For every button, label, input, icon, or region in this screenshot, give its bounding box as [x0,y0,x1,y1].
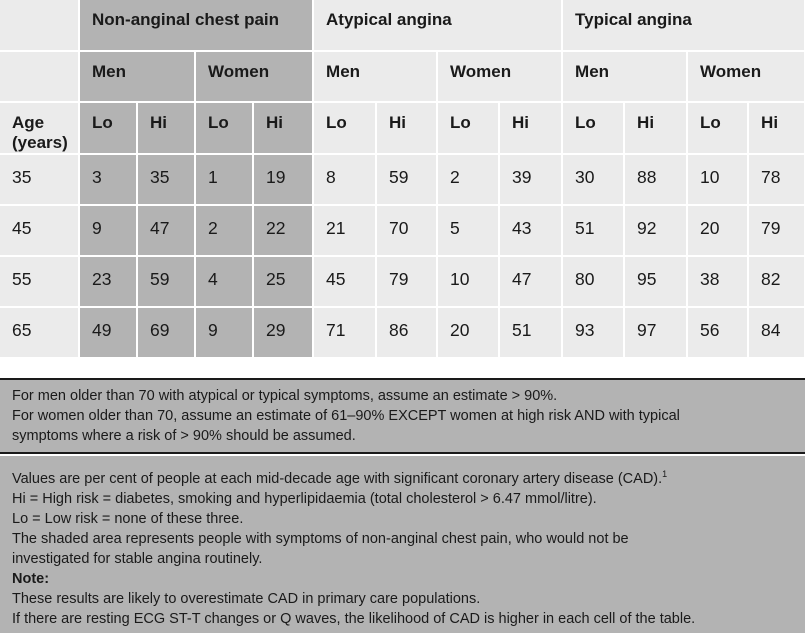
group-atypical: Atypical angina [313,0,562,51]
note-line [12,464,793,489]
value-cell: 51 [499,307,562,358]
value-cell: 5 [437,205,499,256]
value-cell: 20 [437,307,499,358]
value-cell: 4 [195,256,253,307]
age-cell: 65 [0,307,79,358]
risk-header: Hi [137,102,195,154]
note-line: For women older than 70, assume an estimate of 61–90% EXCEPT women at high risk AND with typical [12,408,680,424]
note-line: symptoms where a risk of > 90% should be assumed. [12,428,356,444]
age-cell: 35 [0,154,79,205]
value-cell: 69 [137,307,195,358]
value-cell: 23 [79,256,137,307]
value-cell: 86 [376,307,437,358]
value-cell: 47 [137,205,195,256]
table-row [0,256,805,307]
value-cell: 19 [253,154,313,205]
risk-header: Lo [195,102,253,154]
footnote-reference: 1 [662,469,668,479]
corner-cell [0,0,79,51]
risk-header: Hi [499,102,562,154]
value-cell: 9 [195,307,253,358]
note-line: investigated for stable angina routinely. [12,551,263,567]
corner-cell [0,51,79,102]
value-cell: 59 [137,256,195,307]
note-line: The shaded area represents people with symptoms of non-anginal chest pain, who would not be [12,531,629,547]
risk-header-row [0,102,805,154]
value-cell: 82 [748,256,805,307]
group-typical: Typical angina [562,0,805,51]
group-non-anginal: Non-anginal chest pain [79,0,313,51]
risk-header: Hi [253,102,313,154]
value-cell: 93 [562,307,624,358]
value-cell: 43 [499,205,562,256]
note-label: Note: [12,571,50,587]
value-cell: 56 [687,307,748,358]
value-cell: 79 [376,256,437,307]
value-cell: 10 [687,154,748,205]
value-cell: 9 [79,205,137,256]
risk-header: Lo [437,102,499,154]
age-cell: 45 [0,205,79,256]
value-cell: 79 [748,205,805,256]
risk-header: Lo [313,102,376,154]
value-cell: 95 [624,256,687,307]
value-cell: 35 [137,154,195,205]
note-line: Lo = Low risk = none of these three. [12,511,244,527]
sex-header: Men [313,51,437,102]
value-cell: 80 [562,256,624,307]
sex-header: Men [562,51,687,102]
value-cell: 2 [437,154,499,205]
value-cell: 38 [687,256,748,307]
value-cell: 2 [195,205,253,256]
value-cell: 49 [79,307,137,358]
risk-header: Hi [748,102,805,154]
note-line: Hi = High risk = diabetes, smoking and hyperlipidaemia (total cholesterol > 6.47 mmol/litre). [12,491,597,507]
age-cell: 55 [0,256,79,307]
value-cell: 51 [562,205,624,256]
value-cell: 88 [624,154,687,205]
value-cell: 21 [313,205,376,256]
table-row [0,307,805,358]
value-cell: 1 [195,154,253,205]
note-line: For men older than 70 with atypical or typical symptoms, assume an estimate > 90%. [12,388,558,404]
value-cell: 10 [437,256,499,307]
value-cell: 30 [562,154,624,205]
risk-header: Hi [624,102,687,154]
value-cell: 70 [376,205,437,256]
value-cell: 84 [748,307,805,358]
sex-header: Men [79,51,195,102]
elderly-estimate-notes [0,378,805,454]
value-cell: 97 [624,307,687,358]
sex-header: Women [195,51,313,102]
value-cell: 20 [687,205,748,256]
note-line: If there are resting ECG ST-T changes or Q waves, the likelihood of CAD is higher in each cell of the table. [12,611,696,627]
value-cell: 8 [313,154,376,205]
risk-header: Lo [79,102,137,154]
value-cell: 71 [313,307,376,358]
footnote-text: Values are per cent of people at each mid-decade age with significant coronary artery disease (CAD). [12,471,663,487]
value-cell: 47 [499,256,562,307]
value-cell: 22 [253,205,313,256]
value-cell: 92 [624,205,687,256]
value-cell: 78 [748,154,805,205]
value-cell: 45 [313,256,376,307]
note-line: These results are likely to overestimate CAD in primary care populations. [12,591,481,607]
risk-header: Hi [376,102,437,154]
risk-header: Lo [562,102,624,154]
value-cell: 59 [376,154,437,205]
group-header-row [0,0,805,51]
value-cell: 39 [499,154,562,205]
table-body [0,154,805,358]
sex-header: Women [687,51,805,102]
value-cell: 25 [253,256,313,307]
table-footnotes [0,456,805,633]
age-header: Age (years) [0,102,79,154]
sex-header-row [0,51,805,102]
risk-header: Lo [687,102,748,154]
table-row [0,154,805,205]
sex-header: Women [437,51,562,102]
value-cell: 29 [253,307,313,358]
table-row [0,205,805,256]
value-cell: 3 [79,154,137,205]
